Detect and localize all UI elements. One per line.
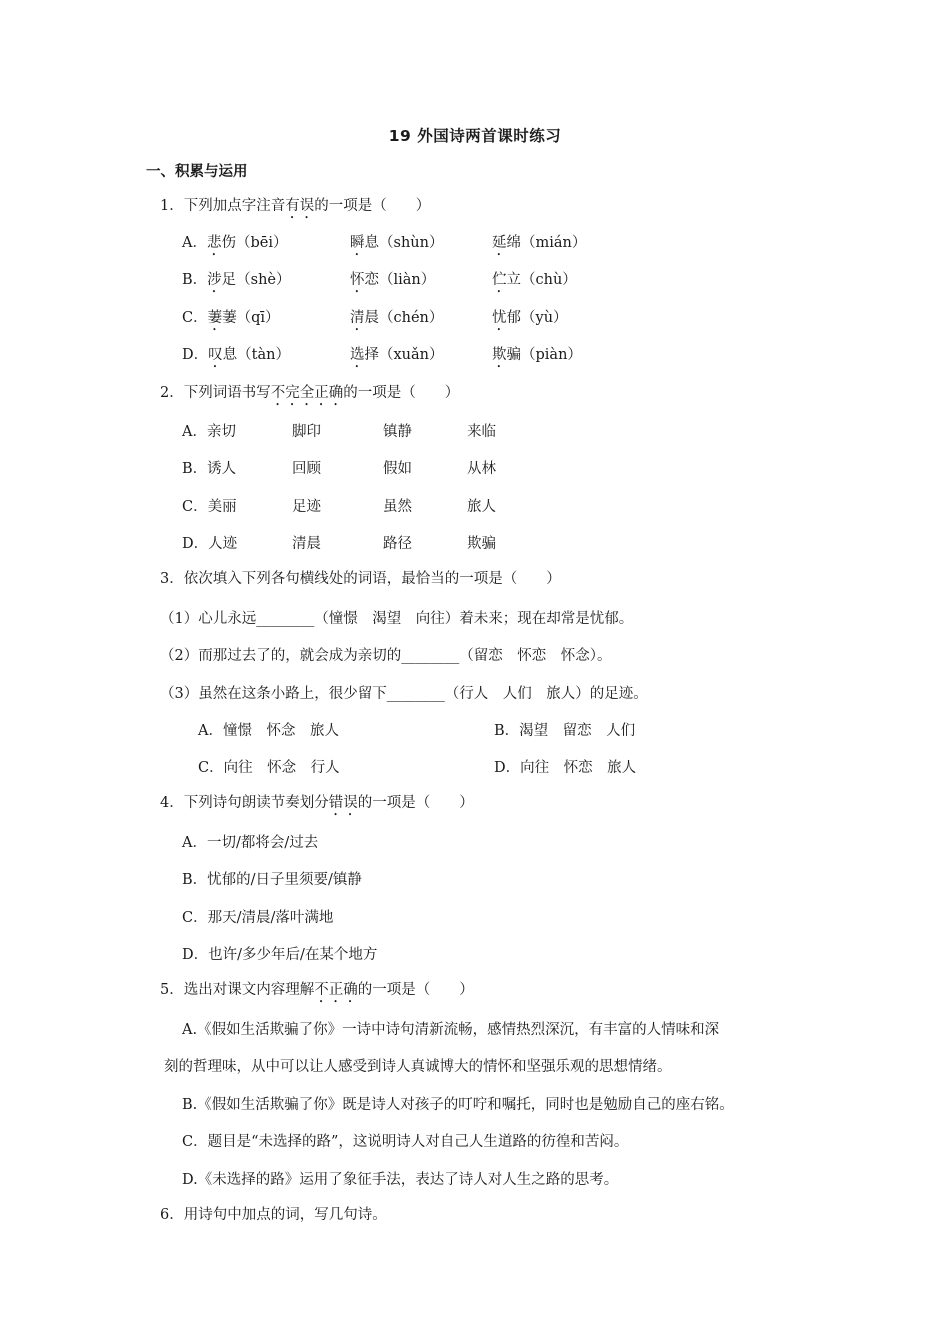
q2-option-b: B．诱人 [182, 461, 237, 477]
q2-option-d-4: 欺骗 [467, 536, 496, 552]
q2-option-d: D．人迹 [182, 536, 238, 552]
question-3-stem: 3．依次填入下列各句横线处的词语，最恰当的一项是（ ） [160, 571, 561, 587]
q2-option-c-3: 虽然 [383, 499, 412, 515]
q2-option-c-2: 足迹 [292, 499, 321, 515]
q5-option-a-line-2: 刻的哲理味，从中可以让人感受到诗人真诚博大的情怀和坚强乐观的思想情绪。 [164, 1059, 672, 1075]
q1-option-d-2: 选择（xuǎn） [350, 347, 444, 363]
question-6-stem: 6．用诗句中加点的词，写几句诗。 [160, 1207, 387, 1223]
q2-option-b-3: 假如 [383, 461, 412, 477]
question-5-stem: 5．选出对课文内容理解不正确的一项是（ ） [160, 982, 474, 998]
q2-option-a: A．亲切 [182, 424, 236, 440]
q1-option-c: C．萋萋（qī） [182, 310, 280, 326]
question-4-stem: 4．下列诗句朗读节奏划分错误的一项是（ ） [160, 795, 474, 811]
page-title: 19 外国诗两首课时练习 [388, 127, 562, 145]
q4-option-c: C．那天/清晨/落叶满地 [182, 910, 334, 926]
q1-option-c-3: 忧郁（yù） [492, 310, 568, 326]
q5-option-d: D.《未选择的路》运用了象征手法，表达了诗人对人生之路的思考。 [182, 1172, 619, 1188]
q1-option-d: D．叹息（tàn） [182, 347, 290, 363]
q1-option-a-3: 延绵（mián） [492, 235, 587, 251]
q1-option-a: A．悲伤（bēi） [182, 235, 288, 251]
section-heading: 一、积累与运用 [146, 164, 248, 180]
q5-option-b: B.《假如生活欺骗了你》既是诗人对孩子的叮咛和嘱托，同时也是勉励自己的座右铭。 [182, 1097, 734, 1113]
q2-option-a-3: 镇静 [383, 424, 412, 440]
q4-option-d: D．也许/多少年后/在某个地方 [182, 947, 378, 963]
q5-option-a-line-1: A.《假如生活欺骗了你》一诗中诗句清新流畅，感情热烈深沉，有丰富的人情味和深 [182, 1022, 720, 1038]
q5-option-c: C．题目是“未选择的路”，这说明诗人对自己人生道路的彷徨和苦闷。 [182, 1134, 629, 1150]
q2-option-b-2: 回顾 [292, 461, 321, 477]
q1-option-a-2: 瞬息（shùn） [350, 235, 444, 251]
q2-option-d-2: 清晨 [292, 536, 321, 552]
q2-option-a-4: 来临 [467, 424, 496, 440]
q3-sentence-3: （3）虽然在这条小路上，很少留下________（行人 人们 旅人）的足迹。 [160, 686, 648, 702]
q4-option-b: B．忧郁的/日子里须要/镇静 [182, 872, 362, 888]
q3-sentence-2: （2）而那过去了的，就会成为亲切的________（留恋 怀恋 怀念）。 [160, 648, 612, 664]
q2-option-d-3: 路径 [383, 536, 412, 552]
q1-option-c-2: 清晨（chén） [350, 310, 444, 326]
q2-option-c-4: 旅人 [467, 499, 496, 515]
q1-option-d-3: 欺骗（piàn） [492, 347, 582, 363]
question-1-stem: 1．下列加点字注音有误的一项是（ ） [160, 198, 431, 214]
q2-option-b-4: 从林 [467, 461, 496, 477]
q2-option-c: C．美丽 [182, 499, 237, 515]
q1-option-b-3: 伫立（chù） [492, 272, 577, 288]
question-2-stem: 2．下列词语书写不完全正确的一项是（ ） [160, 385, 460, 401]
q3-option-c: C．向往 怀念 行人 [198, 760, 340, 776]
q3-option-a: A．憧憬 怀念 旅人 [198, 723, 339, 739]
q4-option-a: A．一切/都将会/过去 [182, 835, 319, 851]
q1-option-b: B．涉足（shè） [182, 272, 291, 288]
q1-option-b-2: 怀恋（liàn） [350, 272, 436, 288]
q3-sentence-1: （1）心儿永远________（憧憬 渴望 向往）着未来；现在却常是忧郁。 [160, 611, 634, 627]
q3-option-d: D．向往 怀恋 旅人 [494, 760, 637, 776]
q3-option-b: B．渴望 留恋 人们 [494, 723, 636, 739]
q2-option-a-2: 脚印 [292, 424, 321, 440]
